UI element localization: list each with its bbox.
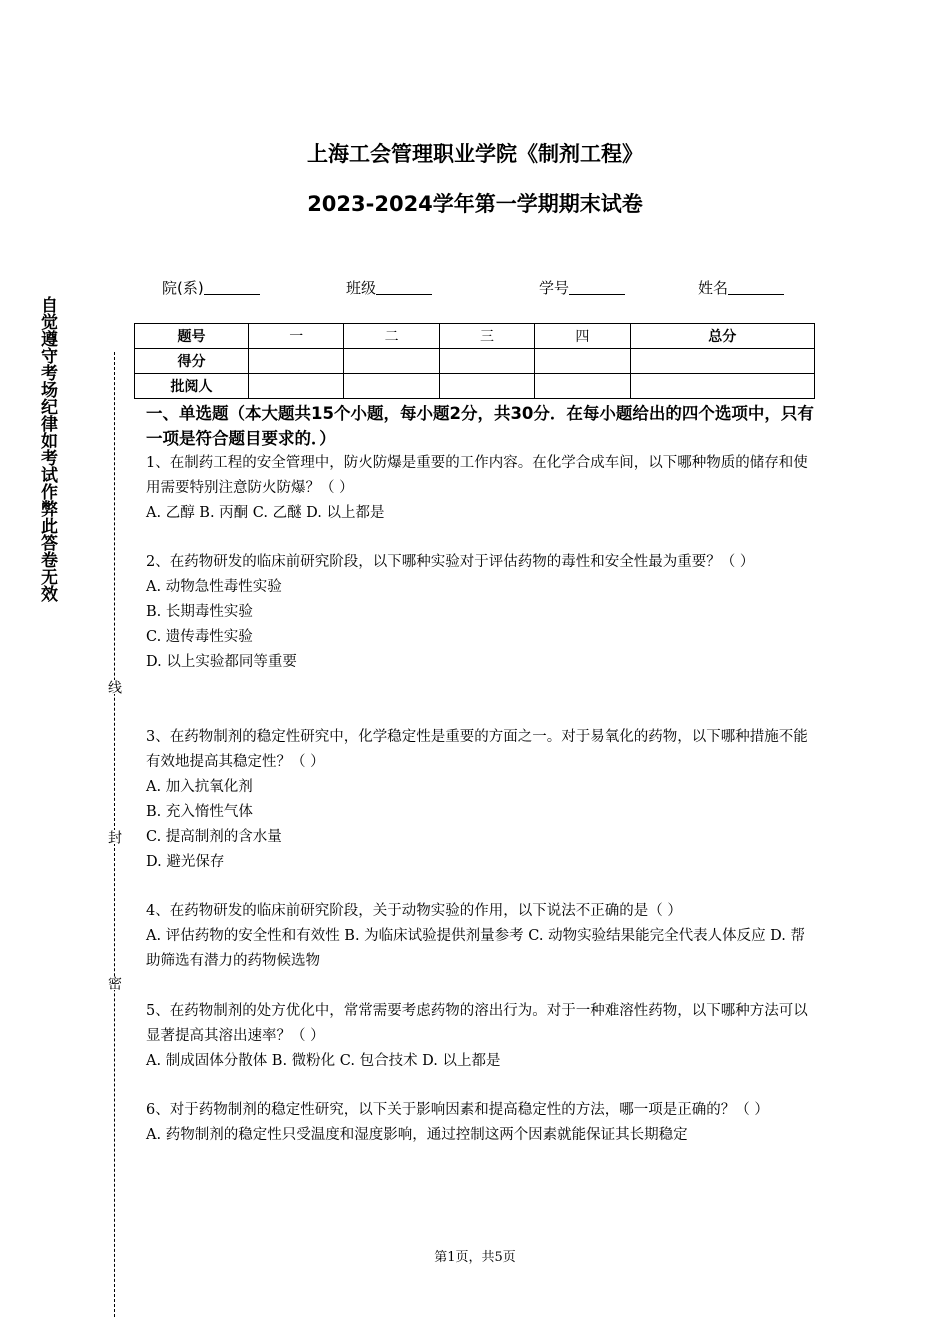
question-option: A. 动物急性毒性实验 [146,579,282,595]
section-heading: 一、单选题（本大题共15个小题，每小题2分，共30分．在每小题给出的四个选项中，只有一项是符合题目要求的．） [146,404,814,448]
question-option: A. 乙醇 B. 丙酮 C. 乙醚 D. 以上都是 [146,505,385,521]
question-3 [146,725,816,875]
question-stem: 2、在药物研发的临床前研究阶段，以下哪种实验对于评估药物的毒性和安全性最为重要？（ ） [146,554,755,570]
page-footer: 第1页，共5页 [434,1250,516,1265]
question-1 [146,451,816,526]
score-table-score-row [135,349,815,374]
score-cell[interactable] [630,349,814,374]
grader-row-label: 批阅人 [135,374,249,399]
exam-title-line1: 上海工会管理职业学院《制剂工程》 [307,142,643,166]
score-header-cell: 四 [535,324,630,349]
question-option: A. 加入抗氧化剂 [146,779,253,795]
question-5 [146,999,816,1074]
student-id-label: 学号 [539,279,570,297]
score-cell[interactable] [249,349,344,374]
score-header-cell: 三 [439,324,534,349]
question-option: B. 长期毒性实验 [146,604,253,620]
score-cell[interactable] [439,349,534,374]
question-option: A. 制成固体分散体 B. 微粉化 C. 包合技术 D. 以上都是 [146,1053,501,1069]
question-stem: 3、在药物制剂的稳定性研究中，化学稳定性是重要的方面之一。对于易氧化的药物，以下哪种措施不能有效地提高其稳定性？（ ） [146,729,808,770]
student-id-field[interactable] [539,277,625,298]
score-table [134,323,815,399]
score-row-label: 得分 [135,349,249,374]
grader-cell[interactable] [344,374,439,399]
dept-label: 院(系) [162,279,204,297]
dept-field[interactable] [162,277,260,298]
question-option: B. 充入惰性气体 [146,804,253,820]
question-stem: 6、对于药物制剂的稳定性研究，以下关于影响因素和提高稳定性的方法，哪一项是正确的？（ ） [146,1102,769,1118]
exam-title-line2: 2023-2024学年第一学期期末试卷 [307,192,643,216]
class-field[interactable] [346,277,432,298]
question-option: A. 评估药物的安全性和有效性 B. 为临床试验提供剂量参考 C. 动物实验结果能完全代表人体反应 D. 帮助筛选有潜力的药物候选物 [146,928,806,969]
dept-blank[interactable] [204,279,260,295]
name-label: 姓名 [698,279,729,297]
class-blank[interactable] [376,279,432,295]
question-6 [146,1098,816,1148]
name-blank[interactable] [728,279,784,295]
binding-mark-secret: 密 [106,976,122,990]
grader-cell[interactable] [535,374,630,399]
score-header-cell: 题号 [135,324,249,349]
score-header-cell: 一 [249,324,344,349]
grader-cell[interactable] [439,374,534,399]
exam-discipline-notice: 自觉遵守考场纪律如考试作弊此答卷无效 [37,296,57,602]
question-stem: 4、在药物研发的临床前研究阶段，关于动物实验的作用，以下说法不正确的是（ ） [146,903,682,919]
binding-mark-seal: 封 [106,830,122,844]
score-table-grader-row [135,374,815,399]
question-option: A. 药物制剂的稳定性只受温度和湿度影响，通过控制这两个因素就能保证其长期稳定 [146,1127,688,1143]
score-cell[interactable] [344,349,439,374]
name-field[interactable] [698,277,784,298]
grader-cell[interactable] [630,374,814,399]
question-option: D. 以上实验都同等重要 [146,654,297,670]
score-cell[interactable] [535,349,630,374]
score-table-header-row [135,324,815,349]
question-option: C. 提高制剂的含水量 [146,829,282,845]
student-id-blank[interactable] [569,279,625,295]
question-option: C. 遗传毒性实验 [146,629,253,645]
question-2 [146,550,816,675]
binding-mark-line: 线 [106,680,122,694]
question-stem: 5、在药物制剂的处方优化中，常常需要考虑药物的溶出行为。对于一种难溶性药物，以下哪种方法可以显著提高其溶出速率？（ ） [146,1003,808,1044]
score-header-cell: 总分 [630,324,814,349]
score-header-cell: 二 [344,324,439,349]
class-label: 班级 [346,279,377,297]
grader-cell[interactable] [249,374,344,399]
question-4 [146,899,816,974]
question-stem: 1、在制药工程的安全管理中，防火防爆是重要的工作内容。在化学合成车间，以下哪种物质的储存和使用需要特别注意防火防爆？（ ） [146,455,808,496]
question-option: D. 避光保存 [146,854,225,870]
